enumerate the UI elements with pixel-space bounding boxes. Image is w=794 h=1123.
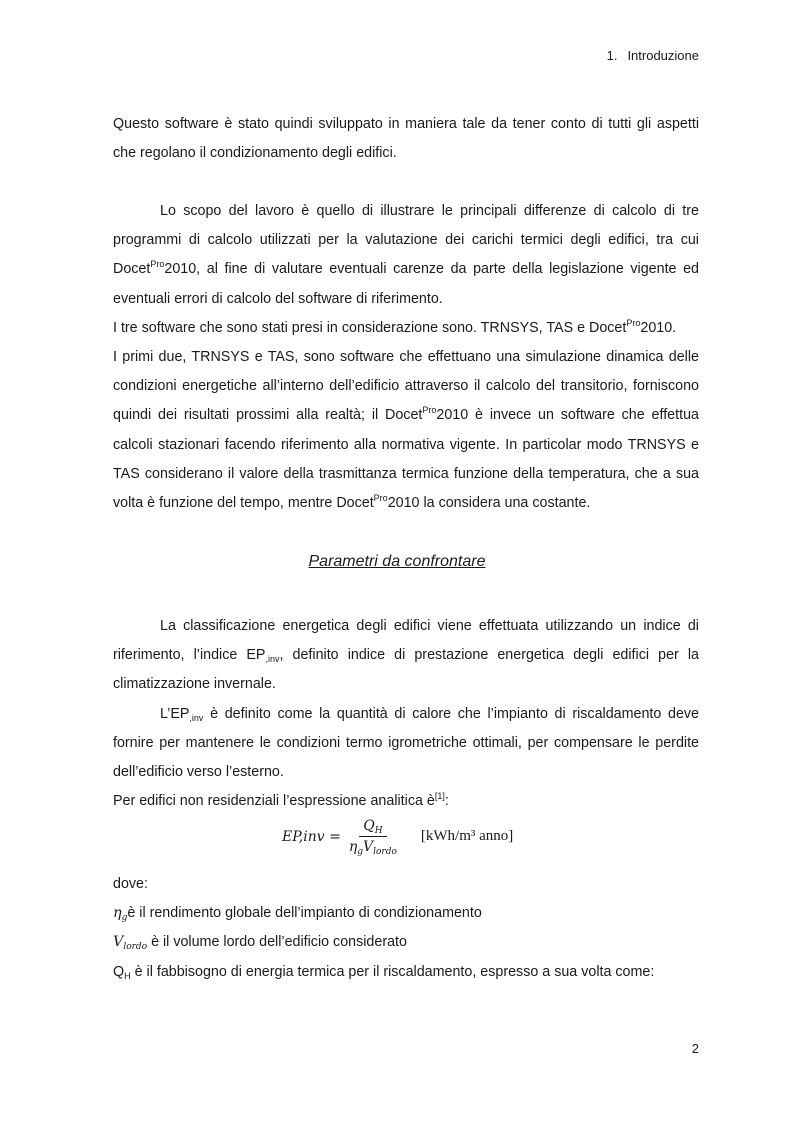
citation-ref: [1] — [434, 791, 445, 802]
superscript-pro: Pro — [626, 317, 641, 328]
superscript-pro: Pro — [373, 493, 388, 504]
text-run: La classificazione energetica degli edifici viene effettuata utilizzando un indice di riferimento, l’indice EP — [113, 618, 699, 664]
text-run: 2010. — [640, 319, 677, 336]
v-subscript: lordo — [123, 942, 148, 953]
paragraph-comparison — [113, 343, 699, 518]
superscript-pro: Pro — [150, 259, 165, 270]
denominator-v-sub: lordo — [373, 847, 397, 857]
v-symbol: V — [113, 934, 124, 951]
formula-lhs: EP,inv = — [282, 828, 341, 845]
paragraph-expression — [113, 787, 699, 816]
definition-text: è il volume lordo dell’edificio considerato — [147, 934, 407, 951]
section-title: Parametri da confrontare — [308, 553, 486, 570]
dove-label: dove: — [113, 876, 148, 892]
eta-symbol: η — [113, 905, 122, 922]
text-run: è definito come la quantità di calore che l’impianto di riscaldamento deve fornire per mantenere le condizioni termo igrometriche ottimali, per compensare le perdite dell’edificio verso l’esterno. — [113, 705, 699, 781]
eta-subscript: g — [121, 913, 128, 924]
paragraph-block-2 — [113, 612, 699, 816]
paragraph-text: Questo software è stato quindi sviluppato in maniera tale da tener conto di tutti gli aspetti che regolano il condizionamento degli edifici. — [113, 116, 699, 162]
q-subscript: H — [124, 970, 131, 981]
numerator-symbol: Q — [363, 818, 375, 834]
running-header — [607, 48, 699, 63]
denominator-v: V — [363, 839, 374, 855]
paragraph-ep-definition — [113, 700, 699, 788]
ep-formula — [282, 818, 513, 855]
formula-numerator — [359, 818, 386, 837]
text-run: Per edifici non residenziali l’espressione analitica è — [113, 793, 435, 810]
definition-v — [113, 928, 699, 957]
page-number: 2 — [691, 1041, 699, 1056]
definition-text: è il fabbisogno di energia termica per il riscaldamento, espresso a sua volta come: — [130, 963, 655, 980]
text-run: : — [444, 793, 449, 810]
text-run: 2010 è invece un software che effettua calcoli stazionari facendo riferimento alla normativa vigente. In particolar modo TRNSYS e TAS considerano il valore della trasmittanza termica funzione della temperatura, che a sua volta è funzione del tempo, mentre Docet — [113, 407, 699, 512]
numerator-subscript: H — [374, 826, 383, 836]
text-run: , definito indice di prestazione energetica degli edifici per la climatizzazione invernale. — [113, 647, 699, 693]
q-symbol: Q — [113, 963, 125, 980]
text-run: 2010, al fine di valutare eventuali carenze da parte della legislazione vigente ed eventuali errori di calcolo del software di riferimento. — [113, 261, 699, 307]
paragraph-intro — [113, 110, 699, 168]
subscript-inv: ,inv — [189, 712, 204, 723]
formula-denominator — [349, 837, 397, 855]
definition-text: è il rendimento globale dell’impianto di condizionamento — [127, 905, 482, 922]
text-run: Lo scopo del lavoro è quello di illustrare le principali differenze di calcolo di tre programmi di calcolo utilizzati per la valutazione dei carichi termici degli edifici, tra cui Docet — [113, 203, 699, 278]
paragraph-scope — [113, 197, 699, 314]
subscript-inv: ,inv — [265, 654, 280, 665]
paragraph-software — [113, 314, 699, 343]
definitions-block — [113, 870, 699, 987]
text-run: I primi due, TRNSYS e TAS, sono software che effettuano una simulazione dinamica delle condizioni energetiche all’interno dell’edificio attraverso il calcolo del transitorio, forniscono quindi dei risultati prossimi alla realtà; il Docet — [113, 349, 699, 424]
paragraph-block — [113, 197, 699, 518]
superscript-pro: Pro — [422, 405, 437, 416]
text-run: I tre software che sono stati presi in considerazione sono. TRNSYS, TAS e Docet — [113, 319, 627, 336]
text-run: L’EP — [160, 705, 190, 722]
formula-unit: [kWh/m³ anno] — [420, 828, 514, 844]
formula-fraction — [349, 818, 397, 855]
definition-eta — [113, 899, 699, 928]
denominator-eta-sub: g — [357, 847, 363, 857]
paragraph-classification — [113, 612, 699, 700]
chapter-number: 1. — [606, 48, 618, 63]
definition-q — [113, 958, 699, 987]
chapter-title: Introduzione — [627, 48, 699, 63]
text-run: 2010 la considera una costante. — [387, 495, 591, 512]
denominator-eta: η — [348, 839, 358, 855]
